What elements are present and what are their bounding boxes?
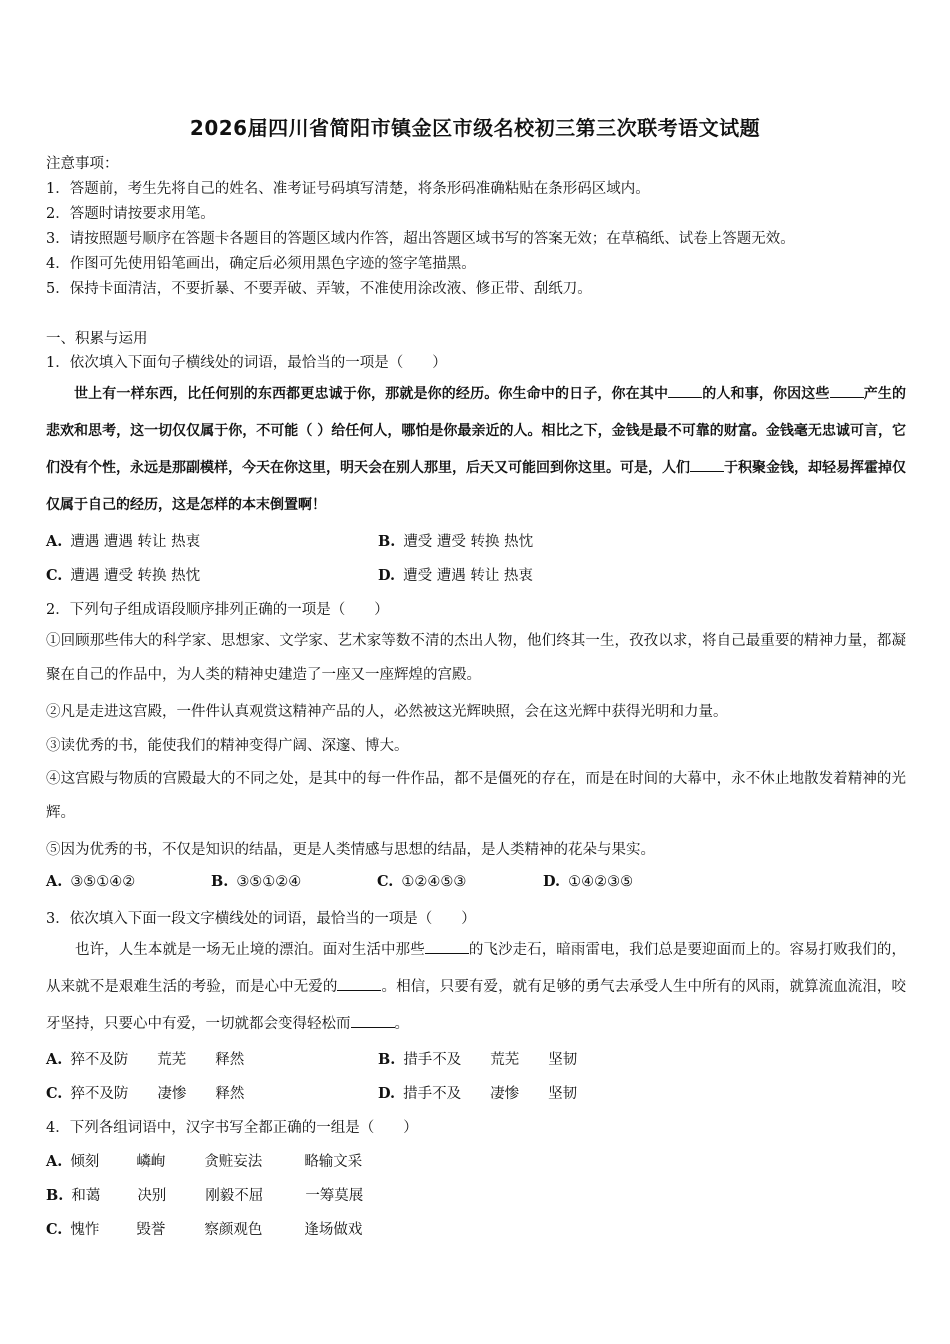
option-d[interactable]: D. ①④②③⑤	[543, 873, 634, 890]
option-c[interactable]: C. 愧怍 毁誉 察颜观色 逢场做戏	[46, 1221, 363, 1238]
question-1-passage: 世上有一样东西，比任何别的东西都更忠诚于你，那就是你的经历。你生命中的日子，你在其中 的人和事，你因这些 产生的悲欢和思考，这一切仅仅属于你，不可能（ ）给任何人，哪怕是你最亲近的人。相比之下，金钱是最不可靠的财富。金钱毫无忠诚可言，它们没有个性，永远是那副模样，今天在你这里，明天会在别人那里，后天又可能回到你这里。可是，人们 于积聚金钱，却轻易挥霍掉仅仅属于自己的经历，这是怎样的本末倒置啊！	[46, 386, 907, 513]
notice-item: 3．请按照题号顺序在答题卡各题目的答题区域内作答，超出答题区域书写的答案无效；在草稿纸、试卷上答题无效。	[46, 231, 795, 247]
answer-blank	[830, 385, 864, 398]
option-c[interactable]: C. 猝不及防 凄惨 释然	[46, 1085, 245, 1102]
option-d[interactable]: D. 措手不及 凄惨 坚韧	[378, 1085, 578, 1102]
option-a[interactable]: A. 猝不及防 荒芜 释然	[46, 1051, 245, 1068]
option-a[interactable]: A. ③⑤①④②	[46, 873, 136, 890]
section-heading: 一、积累与运用	[46, 331, 148, 347]
sentence-3: ③读优秀的书，能使我们的精神变得广阔、深邃、博大。	[46, 738, 409, 754]
option-b[interactable]: B. ③⑤①②④	[211, 873, 302, 890]
notice-heading: 注意事项：	[46, 156, 119, 172]
notice-item: 2．答题时请按要求用笔。	[46, 206, 215, 222]
option-b[interactable]: B. 措手不及 荒芜 坚韧	[378, 1051, 578, 1068]
notice-item: 1．答题前，考生先将自己的姓名、准考证号码填写清楚，将条形码准确粘贴在条形码区域内。	[46, 181, 650, 197]
page-title: 2026届四川省简阳市镇金区市级名校初三第三次联考语文试题	[189, 116, 761, 140]
answer-blank	[668, 385, 702, 398]
answer-blank	[337, 978, 381, 991]
sentence-1: ①回顾那些伟大的科学家、思想家、文学家、艺术家等数不清的杰出人物，他们终其一生，孜孜以求，将自己最重要的精神力量，都凝聚在自己的作品中，为人类的精神史建造了一座又一座辉煌的宫殿。	[46, 633, 906, 683]
sentence-2: ②凡是走进这宫殿，一件件认真观赏这精神产品的人，必然被这光辉映照，会在这光辉中获得光明和力量。	[46, 704, 728, 720]
notice-item: 4．作图可先使用铅笔画出，确定后必须用黑色字迹的签字笔描黑。	[46, 256, 476, 272]
option-a[interactable]: A. 遭遇 遭遇 转让 热衷	[46, 533, 201, 550]
question-2-stem: 2．下列句子组成语段顺序排列正确的一项是（ ）	[46, 602, 389, 618]
notice-item: 5．保持卡面清洁，不要折暴、不要弄破、弄皱，不准使用涂改液、修正带、刮纸刀。	[46, 281, 592, 297]
sentence-4: ④这宫殿与物质的宫殿最大的不同之处，是其中的每一件作品，都不是僵死的存在，而是在时间的大幕中，永不休止地散发着精神的光辉。	[46, 771, 906, 821]
sentence-5: ⑤因为优秀的书，不仅是知识的结晶，更是人类情感与思想的结晶，是人类精神的花朵与果实。	[46, 842, 655, 858]
question-3-passage: 也许，人生本就是一场无止境的漂泊。面对生活中那些 的飞沙走石，暗雨雷电，我们总是要迎面而上的。容易打败我们的，从来就不是艰难生活的考验，而是心中无爱的 。相信，只要有爱，就有足够的勇气去承受人生中所有的风雨，就算流血流泪，咬牙坚持，只要心中有爱，一切就都会变得轻松而 。	[46, 942, 907, 1032]
question-4-stem: 4．下列各组词语中，汉字书写全都正确的一组是（ ）	[46, 1120, 418, 1136]
question-3-stem: 3．依次填入下面一段文字横线处的词语，最恰当的一项是（ ）	[46, 911, 476, 927]
answer-blank	[690, 459, 724, 472]
option-c[interactable]: C. 遭遇 遭受 转换 热忱	[46, 567, 201, 584]
option-b[interactable]: B. 和蔼 决别 刚毅不屈 一筹莫展	[46, 1187, 364, 1204]
option-b[interactable]: B. 遭受 遭受 转换 热忱	[378, 533, 534, 550]
option-d[interactable]: D. 遭受 遭遇 转让 热衷	[378, 567, 533, 584]
answer-blank	[425, 941, 469, 954]
answer-blank	[351, 1015, 395, 1028]
option-c[interactable]: C. ①②④⑤③	[377, 873, 467, 890]
question-1-stem: 1．依次填入下面句子横线处的词语，最恰当的一项是（ ）	[46, 355, 447, 371]
option-a[interactable]: A. 倾刻 嶙峋 贪赃妄法 略输文采	[46, 1153, 363, 1170]
